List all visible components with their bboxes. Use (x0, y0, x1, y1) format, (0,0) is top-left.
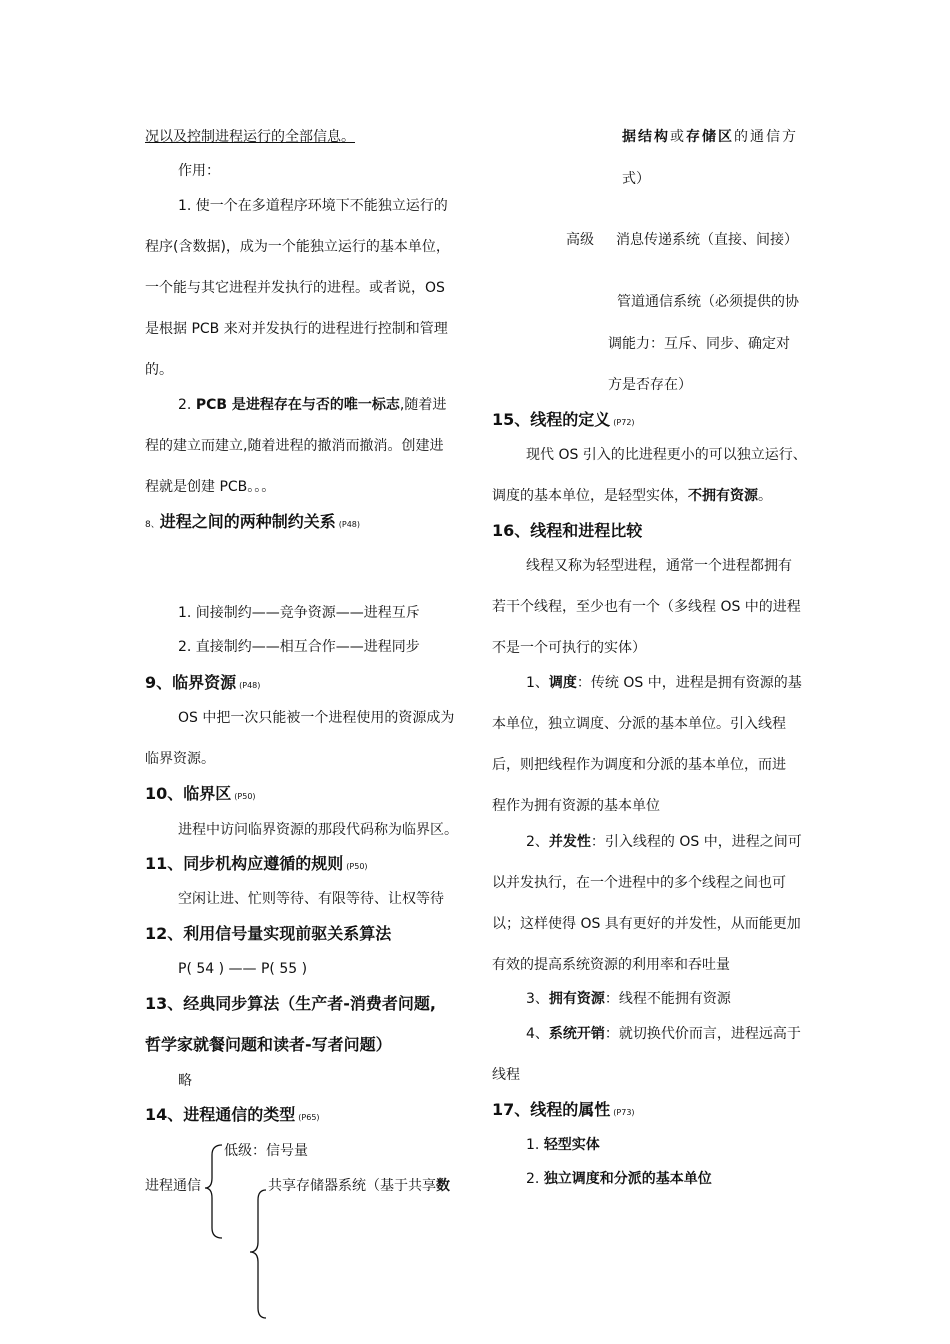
text-span: ：就切换代价而言，进程远高于 (604, 1026, 801, 1042)
text-line: 程的建立而建立,随着进程的撤消而撤消。创建进 (145, 438, 444, 454)
heading-text: 9、临界资源 (145, 673, 237, 692)
tree-root-label: 进程通信 (145, 1178, 201, 1194)
text-span: ：传统 OS 中，进程是拥有资源的基 (576, 675, 802, 691)
page-ref: (P50) (346, 862, 368, 871)
bold-phrase: 存储区 (686, 129, 734, 145)
page-ref: (P73) (613, 1108, 635, 1117)
text-line: 调能力：互斥、同步、确定对 (608, 336, 790, 352)
text-line (526, 1025, 801, 1043)
text-span: 的通信方 (734, 129, 798, 145)
section-heading: 13、经典同步算法（生产者-消费者问题, (145, 994, 436, 1013)
page-ref: (P48) (239, 681, 261, 690)
text-line: 程作为拥有资源的基本单位 (492, 798, 660, 814)
text-line: 1. 使一个在多道程序环境下不能独立运行的 (178, 198, 448, 214)
section-heading-cont: 哲学家就餐问题和读者-写者问题） (145, 1035, 392, 1054)
heading-text: 10、临界区 (145, 784, 232, 803)
heading-text: 进程之间的两种制约关系 (159, 512, 336, 531)
text-line: 有效的提高系统资源的利用率和吞吐量 (492, 957, 730, 973)
page-ref: (P50) (234, 792, 256, 801)
text-line: 本单位，独立调度、分派的基本单位。引入线程 (492, 716, 786, 732)
text-line: 程序(含数据)，成为一个能独立运行的基本单位， (145, 239, 450, 255)
text-line: 线程又称为轻型进程，通常一个进程都拥有 (526, 558, 792, 574)
tree-node-message: 消息传递系统（直接、间接） (616, 232, 798, 248)
text-span: 。 (758, 488, 772, 504)
text-line: 不是一个可执行的实体） (492, 640, 646, 656)
text-span: 调度的基本单位，是轻型实体， (492, 488, 688, 504)
list-item (526, 1136, 600, 1154)
brace-left-inner (250, 1190, 266, 1318)
brace-left-outer (205, 1145, 222, 1238)
text-span: 或 (670, 129, 686, 145)
list-item: 2. 直接制约——相互合作——进程同步 (178, 639, 420, 655)
item-number: 2、 (526, 834, 549, 850)
page-ref: (P48) (338, 520, 360, 529)
text-span: ：线程不能拥有资源 (604, 991, 731, 1007)
text-line: 程就是创建 PCB。。。 (145, 479, 276, 495)
item-number: 2. (526, 1171, 544, 1187)
text-line: 后，则把线程作为调度和分派的基本单位，而进 (492, 757, 786, 773)
heading-number: 8、 (145, 520, 160, 530)
text-line: 进程中访问临界资源的那段代码称为临界区。 (178, 822, 458, 838)
section-heading: 16、线程和进程比较 (492, 521, 643, 540)
bold-char: 数 (436, 1178, 450, 1194)
tree-node-pipe: 管道通信系统（必须提供的协 (617, 294, 799, 310)
item-number: 4、 (526, 1026, 549, 1042)
text-line: 空闲让进、忙则等待、有限等待、让权等待 (178, 891, 444, 907)
item-number: 3、 (526, 991, 549, 1007)
text-line: 临界资源。 (145, 751, 215, 767)
heading-text: 15、线程的定义 (492, 410, 611, 429)
text-span: ：引入线程的 OS 中，进程之间可 (590, 834, 802, 850)
text-line: 是根据 PCB 来对并发执行的进程进行控制和管理 (145, 321, 448, 337)
text-line: 以并发执行，在一个进程中的多个线程之间也可 (492, 875, 786, 891)
bold-phrase: 不拥有资源 (688, 488, 758, 504)
text-line (622, 128, 798, 146)
list-item: 1. 间接制约——竞争资源——进程互斥 (178, 605, 420, 621)
item-number: 1、 (526, 675, 549, 691)
text-line: 现代 OS 引入的比进程更小的可以独立运行、 (526, 447, 807, 463)
text-span: 共享存储器系统（基于共享 (268, 1178, 436, 1194)
text-line: 一个能与其它进程并发执行的进程。或者说，OS (145, 280, 445, 296)
item-number: 2. (178, 397, 196, 413)
bold-phrase: 拥有资源 (548, 991, 605, 1007)
text-span: ,随着进 (399, 397, 447, 413)
bold-phrase: 并发性 (548, 834, 591, 850)
list-item (526, 1170, 712, 1188)
text-line: 方是否存在） (608, 377, 692, 393)
role-title: 作用： (178, 163, 220, 179)
bold-phrase: 独立调度和分派的基本单位 (543, 1171, 712, 1187)
text-line: P( 54 ) —— P( 55 ) (178, 961, 308, 977)
heading-text: 14、进程通信的类型 (145, 1105, 296, 1124)
text-line (492, 487, 772, 505)
bold-phrase: 系统开销 (548, 1026, 605, 1042)
text-line: 式） (622, 171, 650, 187)
bold-phrase: 调度 (548, 675, 577, 691)
bold-phrase: 据结构 (622, 129, 670, 145)
section-heading (492, 1100, 635, 1123)
text-line: 以；这样使得 OS 具有更好的并发性，从而能更加 (492, 916, 801, 932)
tree-node-high: 高级 (566, 232, 594, 248)
text-line: 的。 (145, 362, 173, 378)
text-line: 况以及控制进程运行的全部信息。 (145, 129, 355, 145)
page-ref: (P72) (613, 418, 635, 427)
page-ref: (P65) (298, 1113, 320, 1122)
section-heading: 12、利用信号量实现前驱关系算法 (145, 924, 392, 943)
text-line (526, 833, 802, 851)
item-number: 1. (526, 1137, 544, 1153)
text-line: 略 (178, 1073, 192, 1089)
heading-text: 17、线程的属性 (492, 1100, 611, 1119)
text-line (526, 674, 802, 692)
heading-text: 11、同步机构应遵循的规则 (145, 854, 344, 873)
bold-phrase: 轻型实体 (543, 1137, 600, 1153)
text-line: 若干个线程，至少也有一个（多线程 OS 中的进程 (492, 599, 801, 615)
tree-node-low: 低级：信号量 (224, 1143, 308, 1159)
bold-phrase: PCB 是进程存在与否的唯一标志 (195, 397, 400, 413)
text-line: OS 中把一次只能被一个进程使用的资源成为 (178, 710, 455, 726)
text-line (526, 990, 731, 1008)
text-line: 线程 (492, 1067, 520, 1083)
section-heading (492, 410, 635, 433)
